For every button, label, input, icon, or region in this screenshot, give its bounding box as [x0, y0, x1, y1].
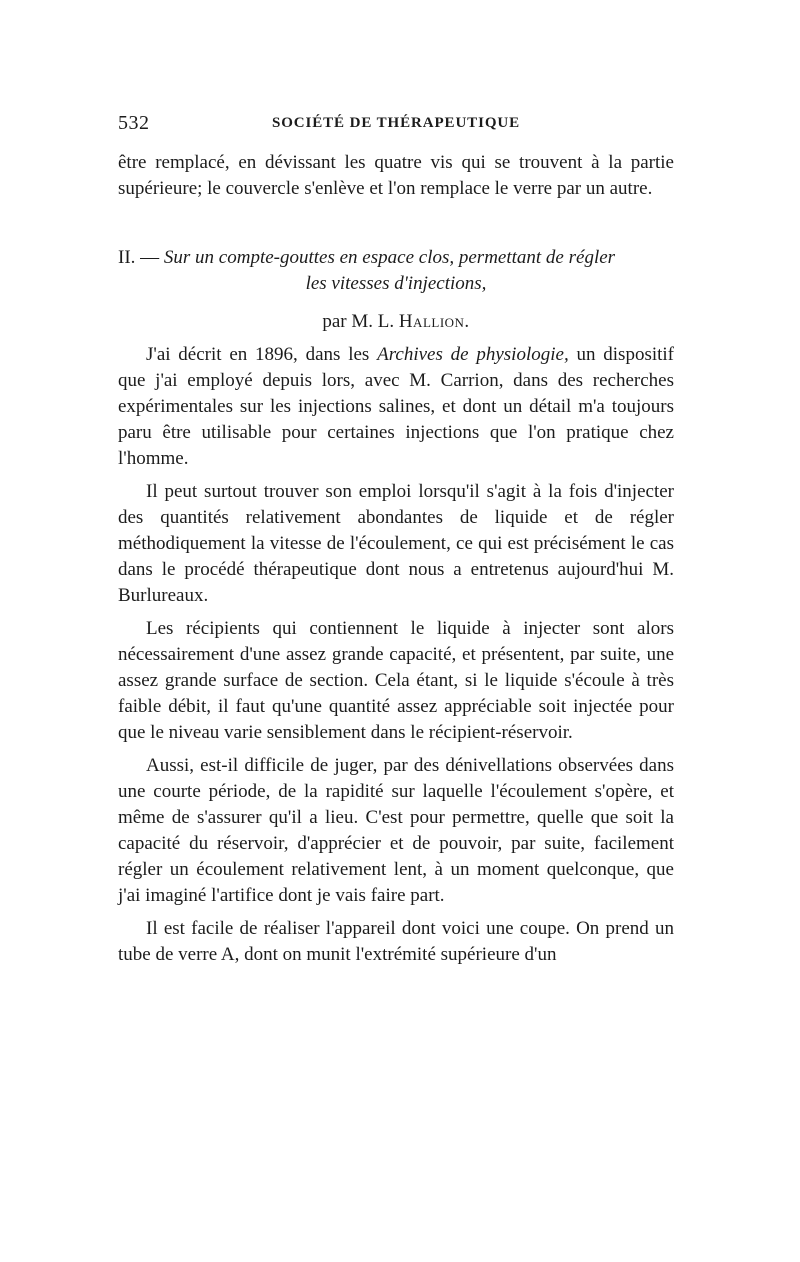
paragraph-3: Les récipients qui contiennent le liquide à injecter sont alors nécessairement d'une assez grande capacité, et présentent, par suite, une assez grande surface de section. Cela étant, si le liquide s'écoule à très faible débit, il faut qu'une quantité assez appréciable soit injectée pour que le niveau varie sensiblement dans le récipient-réservoir.	[118, 618, 674, 743]
section-title-text-2: les vitesses d'injections,	[305, 273, 487, 294]
book-page	[118, 112, 674, 968]
byline	[118, 309, 674, 335]
running-title: SOCIÉTÉ DE THÉRAPEUTIQUE	[271, 115, 521, 131]
section-title-line-1	[118, 245, 674, 271]
paragraph-1-start: J'ai décrit en 1896, dans les	[146, 344, 378, 365]
journal-title: Archives de physiologie,	[377, 344, 569, 365]
paragraph-5: Il est facile de réaliser l'appareil dont voici une coupe. On prend un tube de verre A, dont on munit l'extrémité supérieure d'un	[118, 918, 674, 965]
intro-paragraph: être remplacé, en dévissant les quatre vis qui se trouvent à la partie supérieure; le couvercle s'enlève et l'on remplace le verre par un autre.	[118, 152, 674, 199]
author-name: Hallion.	[398, 311, 470, 332]
page-number: 532	[118, 112, 150, 134]
running-head	[118, 112, 674, 138]
paragraph-4: Aussi, est-il difficile de juger, par des dénivellations observées dans une courte période, de la rapidité sur laquelle l'écoulement s'opère, et même de s'assurer qu'il a lieu. C'est pour permettre, quelle que soit la capacité du réservoir, d'apprécier et de pouvoir, par suite, facilement régler un écoulement relativement lent, à un moment quelconque, que j'ai imaginé l'artifice dont je vais faire part.	[118, 755, 674, 906]
section-title-line-2	[118, 271, 674, 297]
paragraph-2: Il peut surtout trouver son emploi lorsqu'il s'agit à la fois d'injecter des quantités relativement abondantes de liquide et de régler méthodiquement la vitesse de l'écoulement, ce qui est précisément le cas dans le procédé thérapeutique dont nous a entretenus aujourd'hui M. Burlureaux.	[118, 481, 674, 606]
byline-prefix: par M. L.	[322, 311, 395, 332]
section-title	[118, 245, 674, 297]
paragraph-1-end: un dispositif que j'ai employé depuis lors, avec M. Carrion, dans des recherches expérimentales sur les injections salines, et dont un détail m'a toujours paru être utilisable pour certaines injections que l'on pratique chez l'homme.	[118, 344, 674, 469]
paragraph-1	[118, 342, 674, 472]
section-number: II. —	[118, 247, 160, 268]
section-title-text-1: Sur un compte-gouttes en espace clos, permettant de régler	[163, 247, 616, 268]
